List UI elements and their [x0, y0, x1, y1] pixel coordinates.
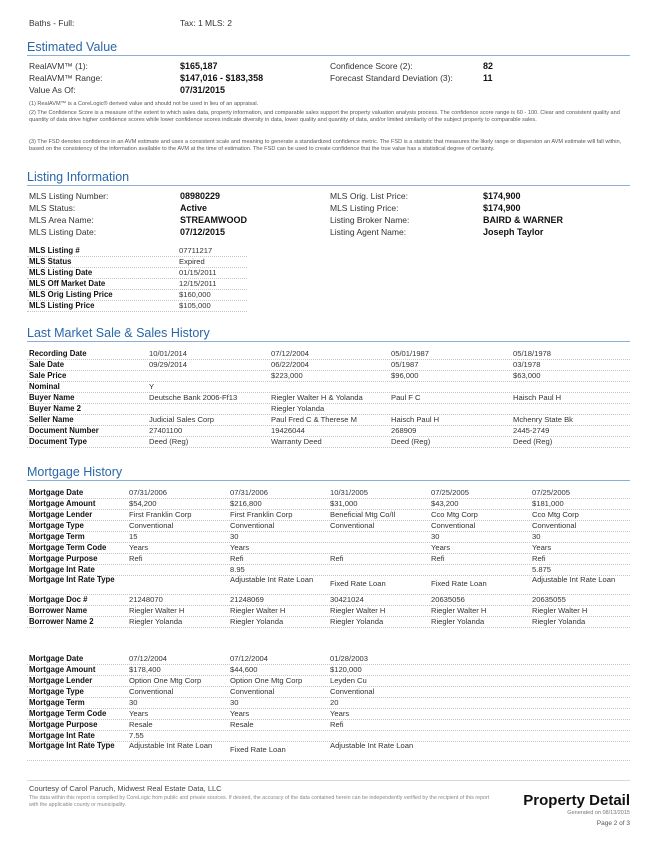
cell: 30421024: [330, 595, 364, 604]
mls-listing-price-label: MLS Listing Price:: [330, 203, 399, 213]
row-label: MLS Off Market Date: [29, 279, 106, 288]
cell: 5.875: [532, 565, 552, 574]
row-label: MLS Listing Price: [29, 301, 95, 310]
row-label: MLS Listing #: [29, 246, 80, 255]
cell: Conventional: [431, 521, 476, 530]
row-label: Mortgage Purpose: [29, 720, 98, 729]
table-row: [27, 415, 630, 426]
footer-divider: [27, 780, 630, 781]
cell: Paul F C: [391, 393, 421, 402]
cell: 268909: [391, 426, 417, 435]
avm-note-3: (3) The FSD denotes confidence in an AVM estimate and uses a consistent scale and meaning to generate a standardized confidence metric. The FSD is a statistic that measures the likely range or dispersion an AVM estimate will fall within, based on the consistency of the information available to the AVM at the time of estimation. The FSD can be used to create confidence that the true value has a statistical degree of certainty.: [29, 139, 622, 153]
mls-listing-date-value: 07/12/2015: [180, 227, 226, 237]
cell: 21248070: [129, 595, 163, 604]
sales-history-heading: Last Market Sale & Sales History: [27, 326, 630, 342]
table-row: [27, 617, 630, 628]
row-label: MLS Orig Listing Price: [29, 290, 113, 299]
cell: Option One Mtg Corp: [230, 676, 303, 685]
cell: 30: [129, 698, 138, 707]
row-label: MLS Listing Date: [29, 268, 93, 277]
cell: Judicial Sales Corp: [149, 415, 214, 424]
cell: Refi: [330, 720, 344, 729]
cell: Conventional: [129, 687, 174, 696]
realavm-label: RealAVM™ (1):: [29, 61, 88, 71]
fsd-value: 11: [483, 73, 493, 83]
cell: Years: [129, 543, 149, 552]
table-row: [27, 687, 630, 698]
value-as-of-label: Value As Of:: [29, 85, 76, 95]
row-label: Seller Name: [29, 415, 74, 424]
cell: Resale: [230, 720, 254, 729]
table-row: [27, 654, 630, 665]
row-label: Mortgage Date: [29, 488, 84, 497]
cell: 7.55: [129, 731, 144, 740]
row-label: Mortgage Type: [29, 687, 84, 696]
page-number: Page 2 of 3: [596, 820, 630, 827]
row-label: Mortgage Amount: [29, 499, 96, 508]
row-label: Mortgage Int Rate: [29, 565, 95, 574]
cell: 03/1978: [513, 360, 541, 369]
cell: $96,000: [391, 371, 419, 380]
value-as-of-value: 07/31/2015: [180, 85, 226, 95]
table-row: [27, 301, 247, 312]
table-row: [27, 606, 630, 617]
cell: 30: [431, 532, 440, 541]
row-label: Buyer Name: [29, 393, 75, 402]
property-detail-title: Property Detail: [523, 792, 630, 809]
cell: Beneficial Mtg Co/Il: [330, 510, 396, 519]
listing-broker-name-label: Listing Broker Name:: [330, 215, 410, 225]
cell: Expired: [179, 257, 205, 266]
mls-orig-list-price-value: $174,900: [483, 191, 521, 201]
cell: 12/15/2011: [179, 279, 217, 288]
table-row: [27, 709, 630, 720]
cell: Refi: [230, 554, 244, 563]
mls-area-name-label: MLS Area Name:: [29, 215, 94, 225]
cell: 20635056: [431, 595, 465, 604]
table-row: [27, 698, 630, 709]
cell: $160,000: [179, 290, 211, 299]
cell: Paul Fred C & Therese M: [271, 415, 357, 424]
baths-label: Baths - Full:: [29, 18, 75, 28]
footer-disclaimer: The data within this report is compiled by CoreLogic from public and private sources. If desired, the accuracy of the data contained herein can be independently verified by the recipient of this report with the applicable county or municipality.: [29, 795, 490, 808]
cell: $105,000: [179, 301, 211, 310]
row-label: Recording Date: [29, 349, 87, 358]
avm-note-1: (1) RealAVM™ is a CoreLogic® derived value and should not be used in lieu of an appraisal.: [29, 101, 259, 107]
cell: Years: [230, 709, 250, 718]
cell: 30: [230, 698, 239, 707]
cell: Y: [149, 382, 155, 391]
cell: Riegler Yolanda: [129, 617, 183, 626]
cell: 15: [129, 532, 138, 541]
cell: Conventional: [230, 687, 275, 696]
cell: Deutsche Bank 2006-Ff13: [149, 393, 238, 402]
listing-broker-name-value: BAIRD & WARNER: [483, 215, 563, 225]
cell: Fixed Rate Loan: [230, 745, 286, 754]
cell: Riegler Walter H: [532, 606, 588, 615]
table-row: [27, 360, 630, 371]
cell: Adjustable Int Rate Loan: [129, 741, 213, 750]
cell: 07/12/2004: [230, 654, 269, 663]
cell: Conventional: [230, 521, 275, 530]
cell: Years: [431, 543, 451, 552]
table-row: [27, 437, 630, 448]
table-row: [27, 246, 247, 257]
cell: 07/12/2004: [129, 654, 168, 663]
cell: Riegler Walter H: [330, 606, 386, 615]
cell: Riegler Walter H: [230, 606, 286, 615]
row-label: Document Type: [29, 437, 87, 446]
cell: 07/31/2006: [230, 488, 269, 497]
cell: Deed (Reg): [149, 437, 189, 446]
cell: Cco Mtg Corp: [431, 510, 478, 519]
row-label: Mortgage Term Code: [29, 543, 107, 552]
row-label: Sale Price: [29, 371, 67, 380]
table-row: [27, 532, 630, 543]
cell: 30: [230, 532, 239, 541]
cell: Riegler Walter H & Yolanda: [271, 393, 363, 402]
cell: Riegler Yolanda: [532, 617, 586, 626]
mls-listing-number-value: 08980229: [180, 191, 221, 201]
cell: Adjustable Int Rate Loan: [532, 575, 616, 584]
row-label: Mortgage Int Rate: [29, 731, 95, 740]
row-label: Mortgage Int Rate Type: [29, 741, 115, 750]
cell: First Franklin Corp: [230, 510, 293, 519]
cell: $181,000: [532, 499, 564, 508]
cell: Refi: [129, 554, 143, 563]
cell: Option One Mtg Corp: [129, 676, 202, 685]
cell: 07/25/2005: [431, 488, 470, 497]
cell: $44,600: [230, 665, 258, 674]
table-row: [27, 404, 630, 415]
row-label: Mortgage Type: [29, 521, 84, 530]
table-row: [27, 742, 630, 761]
table-row: [27, 720, 630, 731]
row-label: Mortgage Doc #: [29, 595, 88, 604]
cell: $31,000: [330, 499, 358, 508]
cell: Deed (Reg): [391, 437, 431, 446]
table-row: [27, 382, 630, 393]
mls-listing-price-value: $174,900: [483, 203, 521, 213]
cell: $43,200: [431, 499, 459, 508]
cell: Conventional: [330, 521, 375, 530]
row-label: Mortgage Date: [29, 654, 84, 663]
cell: Riegler Walter H: [431, 606, 487, 615]
table-row: [27, 290, 247, 301]
cell: 06/22/2004: [271, 360, 310, 369]
mortgage-history-heading: Mortgage History: [27, 465, 630, 481]
cell: Deed (Reg): [513, 437, 553, 446]
table-row: [27, 349, 630, 360]
cell: Refi: [431, 554, 445, 563]
cell: $178,400: [129, 665, 161, 674]
generated-date: Generated on 08/13/2015: [567, 810, 630, 816]
cell: Years: [129, 709, 149, 718]
cell: Refi: [330, 554, 344, 563]
table-row: [27, 426, 630, 437]
cell: Conventional: [129, 521, 174, 530]
cell: Cco Mtg Corp: [532, 510, 579, 519]
row-label: Mortgage Purpose: [29, 554, 98, 563]
row-label: Mortgage Lender: [29, 676, 93, 685]
avm-note-2: (2) The Confidence Score is a measure of the extent to which sales data, property information, and comparable sales support the property valuation analysis process. The confidence score range is 60 - 100. Clear and consistent quality and quantity of data drive higher confidence scores while lower confidence scores indicate diversity in data, lower quality and quantity of data, and/or limited similarity of the subject property to comparable sales.: [29, 110, 620, 124]
table-row: [27, 665, 630, 676]
cell: Years: [532, 543, 552, 552]
row-label: Borrower Name 2: [29, 617, 94, 626]
cell: Resale: [129, 720, 153, 729]
cell: 07711217: [179, 246, 213, 255]
cell: 8.95: [230, 565, 245, 574]
table-row: [27, 371, 630, 382]
cell: 07/12/2004: [271, 349, 310, 358]
table-row: [27, 488, 630, 499]
cell: Conventional: [532, 521, 577, 530]
table-row: [27, 268, 247, 279]
row-label: Mortgage Int Rate Type: [29, 575, 115, 584]
cell: 20: [330, 698, 339, 707]
row-label: Borrower Name: [29, 606, 88, 615]
cell: 21248069: [230, 595, 264, 604]
table-row: [27, 554, 630, 565]
cell: Fixed Rate Loan: [330, 579, 386, 588]
confidence-score-label: Confidence Score (2):: [330, 61, 413, 71]
cell: Adjustable Int Rate Loan: [230, 575, 314, 584]
row-label: Mortgage Term: [29, 698, 85, 707]
cell: Conventional: [330, 687, 375, 696]
cell: Riegler Walter H: [129, 606, 185, 615]
row-label: Mortgage Lender: [29, 510, 93, 519]
row-label: MLS Status: [29, 257, 72, 266]
cell: 27401100: [149, 426, 183, 435]
realavm-value: $165,187: [180, 61, 218, 71]
row-label: Mortgage Term Code: [29, 709, 107, 718]
listing-information-heading: Listing Information: [27, 170, 630, 186]
cell: 05/1987: [391, 360, 419, 369]
mls-listing-date-label: MLS Listing Date:: [29, 227, 97, 237]
mls-status-label: MLS Status:: [29, 203, 76, 213]
estimated-value-heading: Estimated Value: [27, 40, 630, 56]
confidence-score-value: 82: [483, 61, 494, 71]
cell: 05/01/1987: [391, 349, 430, 358]
row-label: Document Number: [29, 426, 99, 435]
cell: Warranty Deed: [271, 437, 322, 446]
cell: 07/25/2005: [532, 488, 571, 497]
table-row: [27, 676, 630, 687]
cell: $120,000: [330, 665, 362, 674]
cell: $54,200: [129, 499, 157, 508]
table-row: [27, 510, 630, 521]
table-row: [27, 521, 630, 532]
cell: 19426044: [271, 426, 305, 435]
tax-mls-text: Tax: 1 MLS: 2: [180, 18, 232, 28]
cell: 20635055: [532, 595, 566, 604]
courtesy-text: Courtesy of Carol Paruch, Midwest Real Estate Data, LLC: [29, 784, 222, 793]
row-label: Nominal: [29, 382, 60, 391]
cell: 30: [532, 532, 541, 541]
row-label: Buyer Name 2: [29, 404, 82, 413]
cell: 01/15/2011: [179, 268, 217, 277]
cell: Riegler Yolanda: [230, 617, 284, 626]
mls-listing-number-label: MLS Listing Number:: [29, 191, 109, 201]
table-row: [27, 393, 630, 404]
realavm-range-label: RealAVM™ Range:: [29, 73, 103, 83]
listing-agent-name-label: Listing Agent Name:: [330, 227, 407, 237]
cell: Mchenry State Bk: [513, 415, 573, 424]
cell: Riegler Yolanda: [431, 617, 485, 626]
row-label: Sale Date: [29, 360, 65, 369]
cell: Fixed Rate Loan: [431, 579, 487, 588]
cell: 07/31/2006: [129, 488, 168, 497]
table-row: [27, 731, 630, 742]
cell: $216,800: [230, 499, 262, 508]
table-row: [27, 576, 630, 595]
cell: 2445-2749: [513, 426, 550, 435]
row-label: Mortgage Term: [29, 532, 85, 541]
mls-area-name-value: STREAMWOOD: [180, 215, 247, 225]
realavm-range-value: $147,016 - $183,358: [180, 73, 264, 83]
cell: Haisch Paul H: [513, 393, 562, 402]
cell: 10/01/2014: [149, 349, 188, 358]
cell: Years: [330, 709, 350, 718]
cell: Riegler Yolanda: [330, 617, 384, 626]
listing-agent-name-value: Joseph Taylor: [483, 227, 544, 237]
mls-orig-list-price-label: MLS Orig. List Price:: [330, 191, 408, 201]
cell: 10/31/2005: [330, 488, 369, 497]
table-row: [27, 543, 630, 554]
cell: $63,000: [513, 371, 541, 380]
cell: 01/28/2003: [330, 654, 369, 663]
cell: $223,000: [271, 371, 303, 380]
cell: Refi: [532, 554, 546, 563]
cell: 05/18/1978: [513, 349, 552, 358]
table-row: [27, 499, 630, 510]
table-row: [27, 595, 630, 606]
cell: First Franklin Corp: [129, 510, 192, 519]
table-row: [27, 279, 247, 290]
cell: Haisch Paul H: [391, 415, 440, 424]
cell: Adjustable Int Rate Loan: [330, 741, 414, 750]
cell: Years: [230, 543, 250, 552]
cell: Leyden Cu: [330, 676, 367, 685]
cell: 09/29/2014: [149, 360, 188, 369]
mls-status-value: Active: [180, 203, 208, 213]
cell: Riegler Yolanda: [271, 404, 325, 413]
fsd-label: Forecast Standard Deviation (3):: [330, 73, 453, 83]
row-label: Mortgage Amount: [29, 665, 96, 674]
table-row: [27, 257, 247, 268]
